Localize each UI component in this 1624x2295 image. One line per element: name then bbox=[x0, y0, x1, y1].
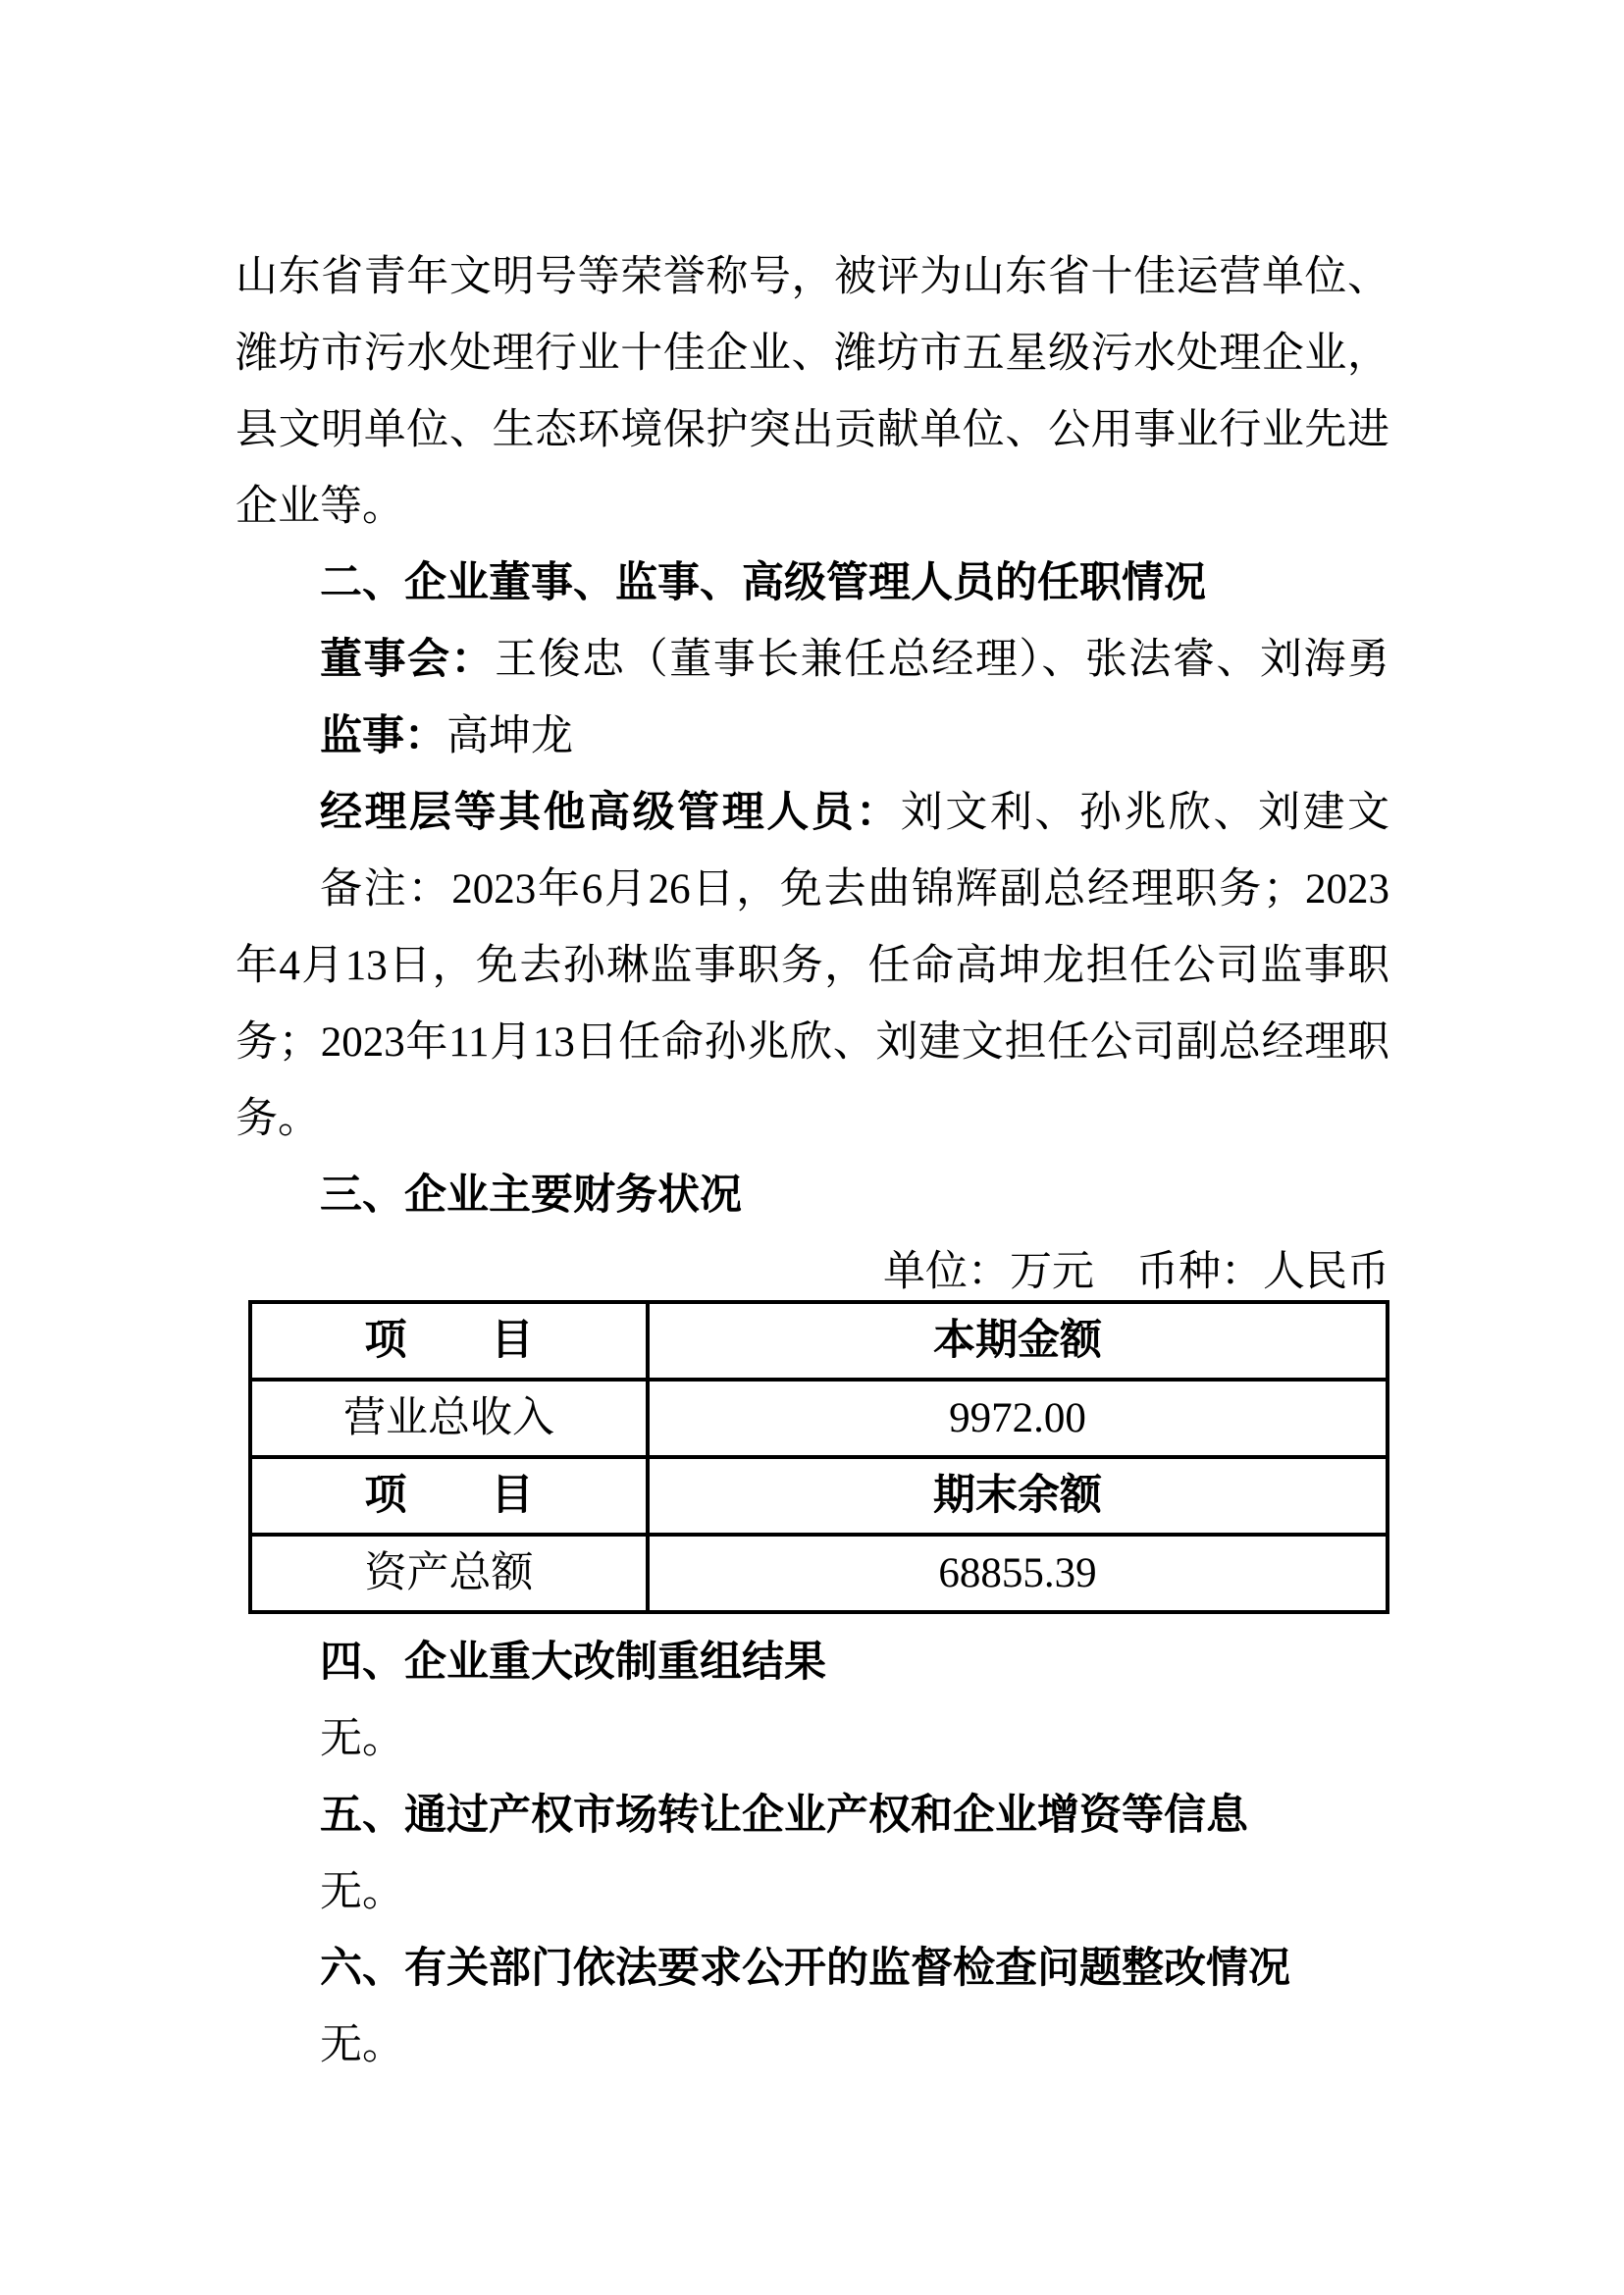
table-row bbox=[250, 1380, 1388, 1457]
remark-line: 务；2023年11月13日任命孙兆欣、刘建文担任公司副总经理职 bbox=[236, 1019, 1389, 1066]
assets-value-cell: 68855.39 bbox=[648, 1535, 1388, 1612]
section-2-heading: 二、企业董事、监事、高级管理人员的任职情况 bbox=[320, 560, 1206, 606]
current-amount-header-cell: 本期金额 bbox=[648, 1302, 1388, 1380]
revenue-value-cell: 9972.00 bbox=[648, 1380, 1388, 1457]
table-row bbox=[250, 1535, 1388, 1612]
managers-line bbox=[236, 775, 1389, 852]
section-5-content: 无。 bbox=[320, 1869, 404, 1915]
financial-table bbox=[248, 1300, 1389, 1614]
honors-paragraph-line: 山东省青年文明号等荣誉称号，被评为山东省十佳运营单位、 bbox=[236, 254, 1389, 300]
item-header-cell: 项 目 bbox=[250, 1302, 648, 1380]
section-6-content: 无。 bbox=[320, 2022, 404, 2068]
board-line bbox=[236, 622, 1389, 699]
honors-paragraph-line: 潍坊市污水处理行业十佳企业、潍坊市五星级污水处理企业， bbox=[236, 331, 1389, 377]
document-content bbox=[236, 239, 1389, 2084]
section-4-heading: 四、企业重大改制重组结果 bbox=[320, 1640, 826, 1686]
section-6-heading: 六、有关部门依法要求公开的监督检查问题整改情况 bbox=[320, 1946, 1290, 1992]
supervisor-name: 高坤龙 bbox=[446, 713, 573, 759]
item-header-cell: 项 目 bbox=[250, 1457, 648, 1535]
unit-currency-note: 单位：万元 币种：人民币 bbox=[883, 1249, 1389, 1295]
remark-line: 年4月13日，免去孙琳监事职务，任命高坤龙担任公司监事职 bbox=[236, 943, 1389, 989]
table-row bbox=[250, 1457, 1388, 1535]
assets-label-cell: 资产总额 bbox=[250, 1535, 648, 1612]
board-names: 王俊忠（董事长兼任总经理）、张法睿、刘海勇 bbox=[495, 637, 1390, 683]
section-4-content: 无。 bbox=[320, 1716, 404, 1762]
honors-paragraph-line: 企业等。 bbox=[236, 484, 404, 530]
managers-label: 经理层等其他高级管理人员： bbox=[320, 790, 901, 836]
section-3-heading: 三、企业主要财务状况 bbox=[320, 1173, 742, 1219]
revenue-label-cell: 营业总收入 bbox=[250, 1380, 648, 1457]
ending-balance-header-cell: 期末余额 bbox=[648, 1457, 1388, 1535]
section-5-heading: 五、通过产权市场转让企业产权和企业增资等信息 bbox=[320, 1793, 1248, 1839]
supervisor-line bbox=[236, 699, 1389, 775]
board-label: 董事会： bbox=[320, 637, 496, 683]
remark-line: 务。 bbox=[236, 1096, 320, 1142]
managers-names: 刘文利、孙兆欣、刘建文 bbox=[900, 790, 1390, 836]
remark-line: 备注：2023年6月26日，免去曲锦辉副总经理职务；2023 bbox=[320, 866, 1389, 913]
supervisor-label: 监事： bbox=[320, 713, 446, 759]
honors-paragraph-line: 县文明单位、生态环境保护突出贡献单位、公用事业行业先进 bbox=[236, 407, 1389, 453]
table-row bbox=[250, 1302, 1388, 1380]
